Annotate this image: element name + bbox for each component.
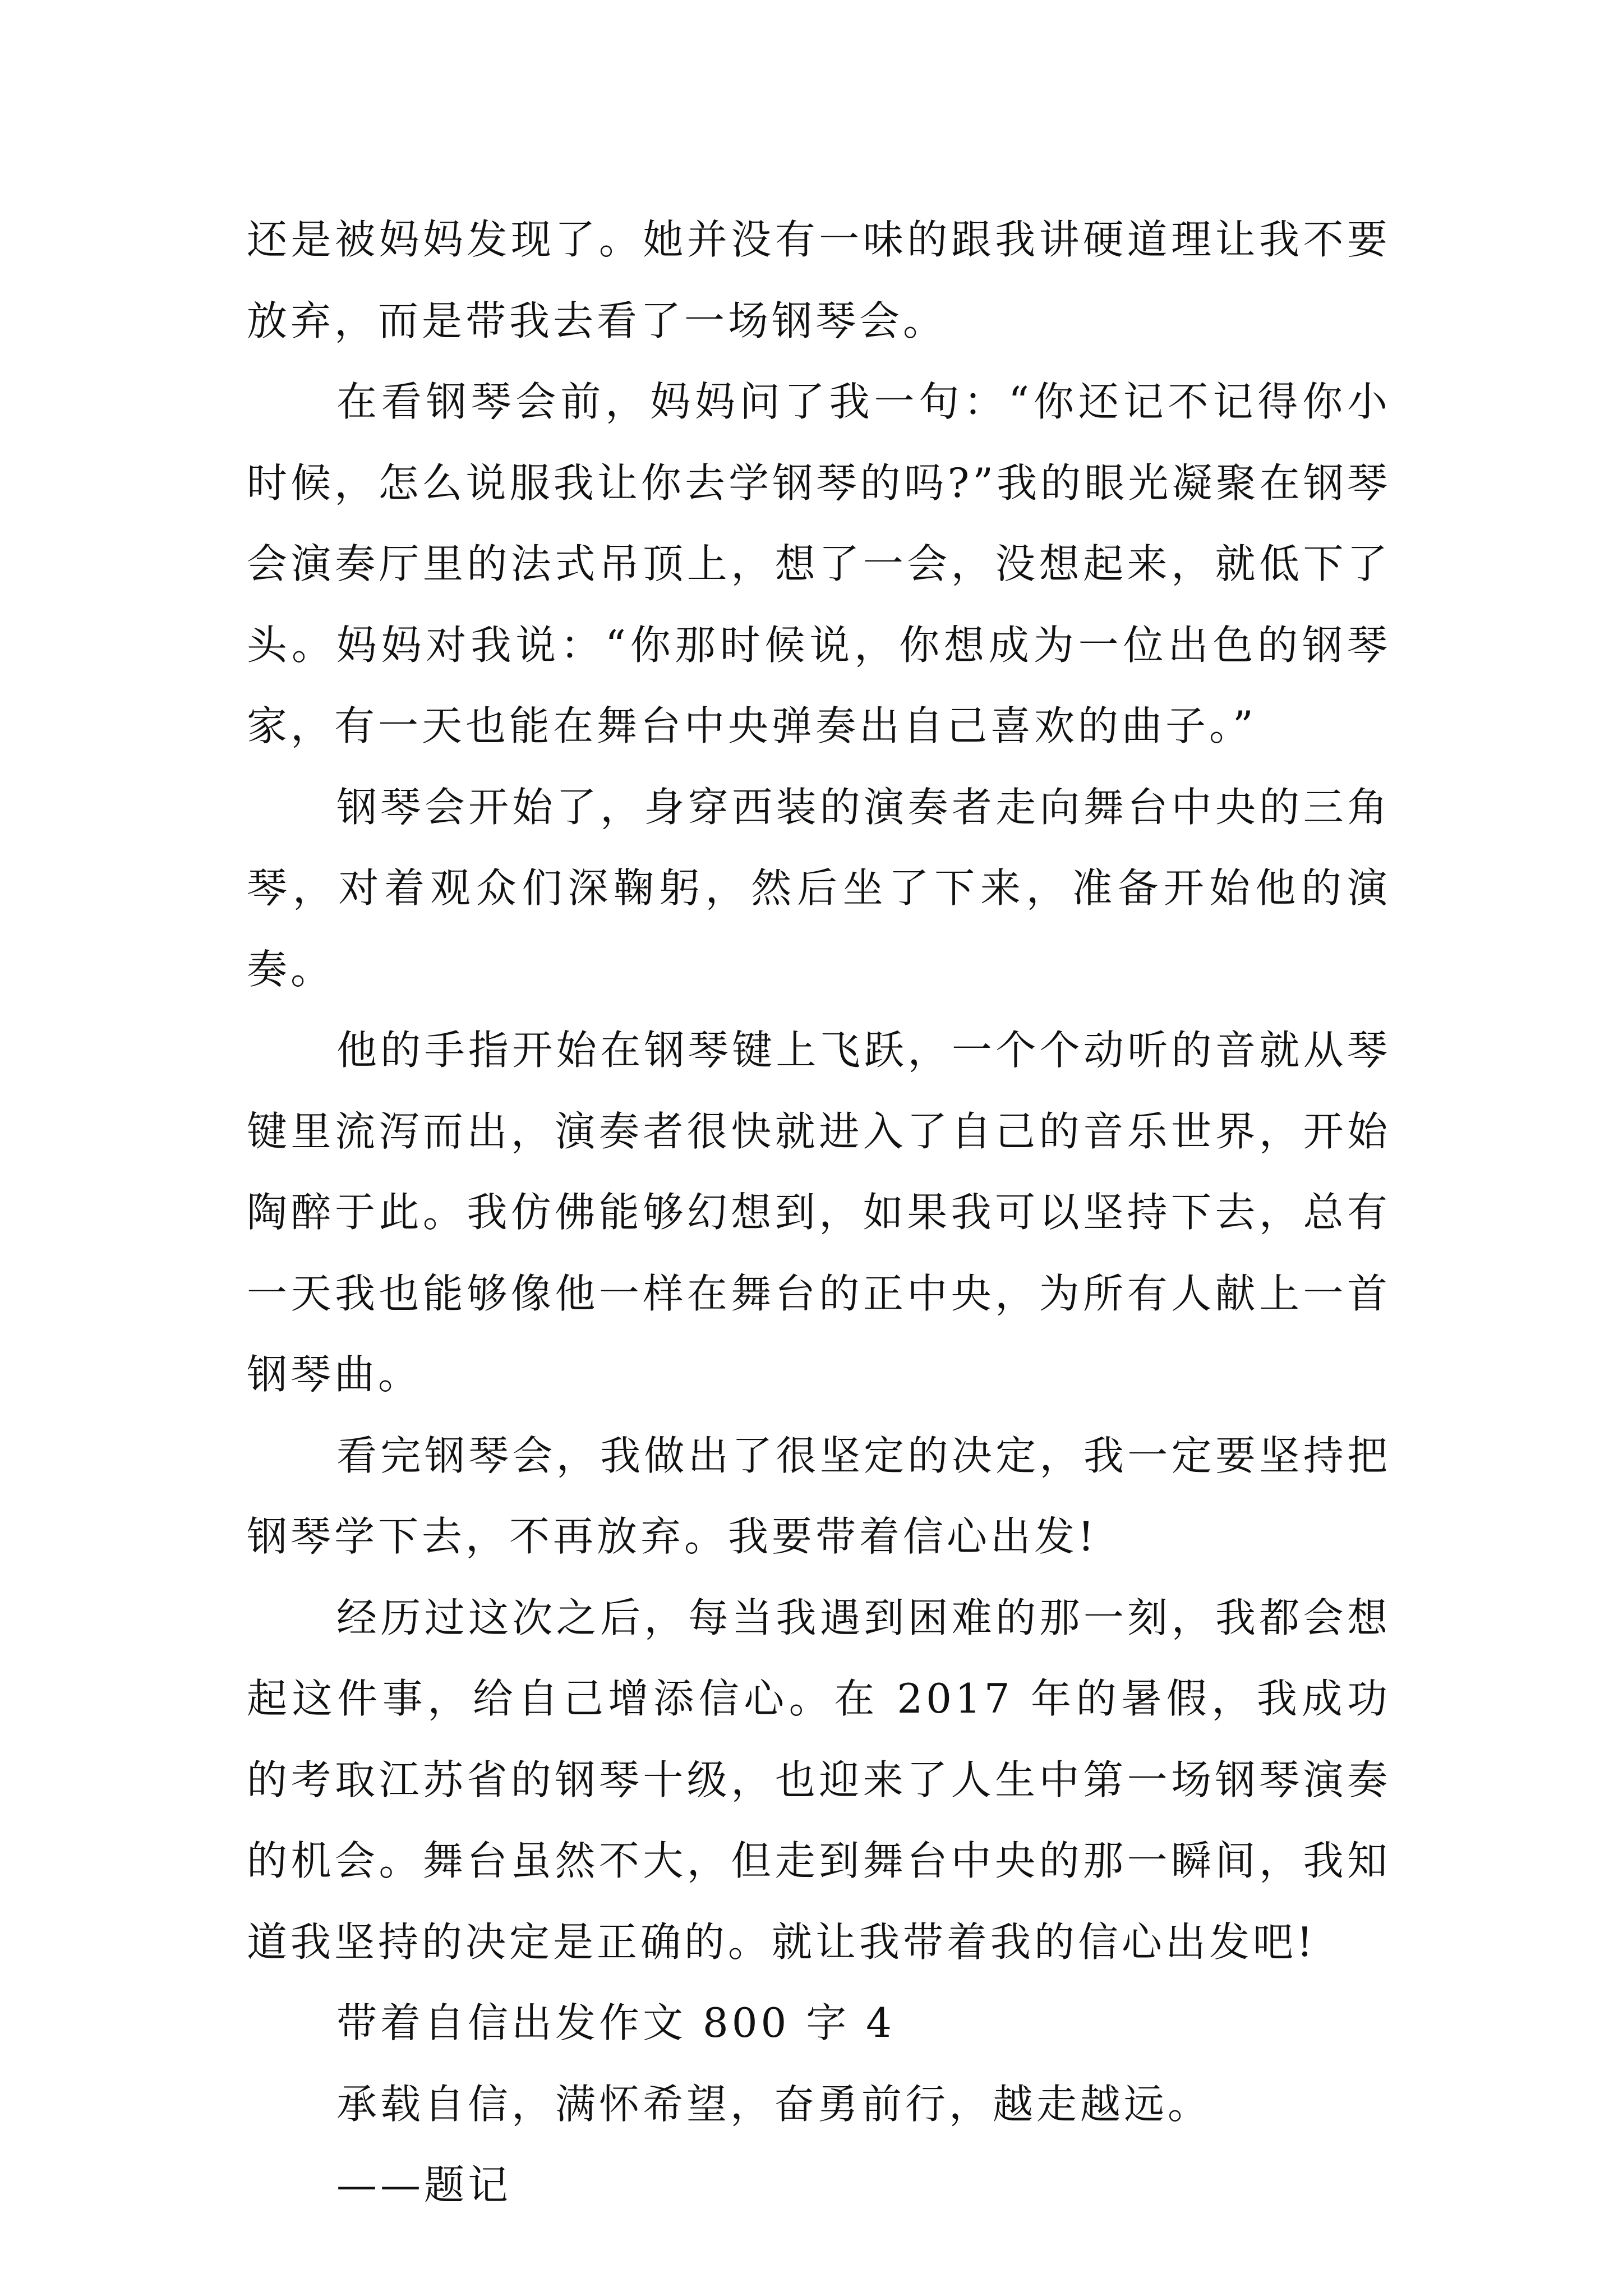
paragraph-continuation: 还是被妈妈发现了。她并没有一味的跟我讲硬道理让我不要放弃，而是带我去看了一场钢琴会。 — [247, 216, 1391, 344]
epigraph-text: 承载自信，满怀希望，奋勇前行，越走越远。 — [336, 2080, 1212, 2128]
paragraph-performer: 他的手指开始在钢琴键上飞跃，一个个动听的音就从琴键里流泻而出，演奏者很快就进入了自己的音乐世界，开始陶醉于此。我仿佛能够幻想到，如果我可以坚持下去，总有一天我也能够像他一样在舞台的正中央，为所有人献上一首钢琴曲。 — [247, 1027, 1391, 1398]
paragraph-outcome: 经历过这次之后，每当我遇到困难的那一刻，我都会想起这件事，给自己增添信心。在 2017 年的暑假，我成功的考取江苏省的钢琴十级，也迎来了人生中第一场钢琴演奏的机会。舞台虽然不大，但走到舞台中央的那一瞬间，我知道我坚持的决定是正确的。就让我带着我的信心出发吧! — [247, 1594, 1391, 1966]
essay-heading: 带着自信出发作文 800 字 4 — [336, 1999, 895, 2046]
paragraph-concert-start: 钢琴会开始了，身穿西装的演奏者走向舞台中央的三角琴，对着观众们深鞠躬，然后坐了下来，准备开始他的演奏。 — [247, 783, 1391, 993]
epigraph-attribution: ——题记 — [336, 2161, 512, 2208]
paragraph-concert-question: 在看钢琴会前，妈妈问了我一句：“你还记不记得你小时候，怎么说服我让你去学钢琴的吗?”我的眼光凝聚在钢琴会演奏厅里的法式吊顶上，想了一会，没想起来，就低下了头。妈妈对我说：“你那时候说，你想成为一位出色的钢琴家，有一天也能在舞台中央弹奏出自己喜欢的曲子。” — [247, 378, 1391, 749]
paragraph-decision: 看完钢琴会，我做出了很坚定的决定，我一定要坚持把钢琴学下去，不再放弃。我要带着信心出发! — [247, 1432, 1391, 1560]
document-body — [247, 199, 1391, 2226]
